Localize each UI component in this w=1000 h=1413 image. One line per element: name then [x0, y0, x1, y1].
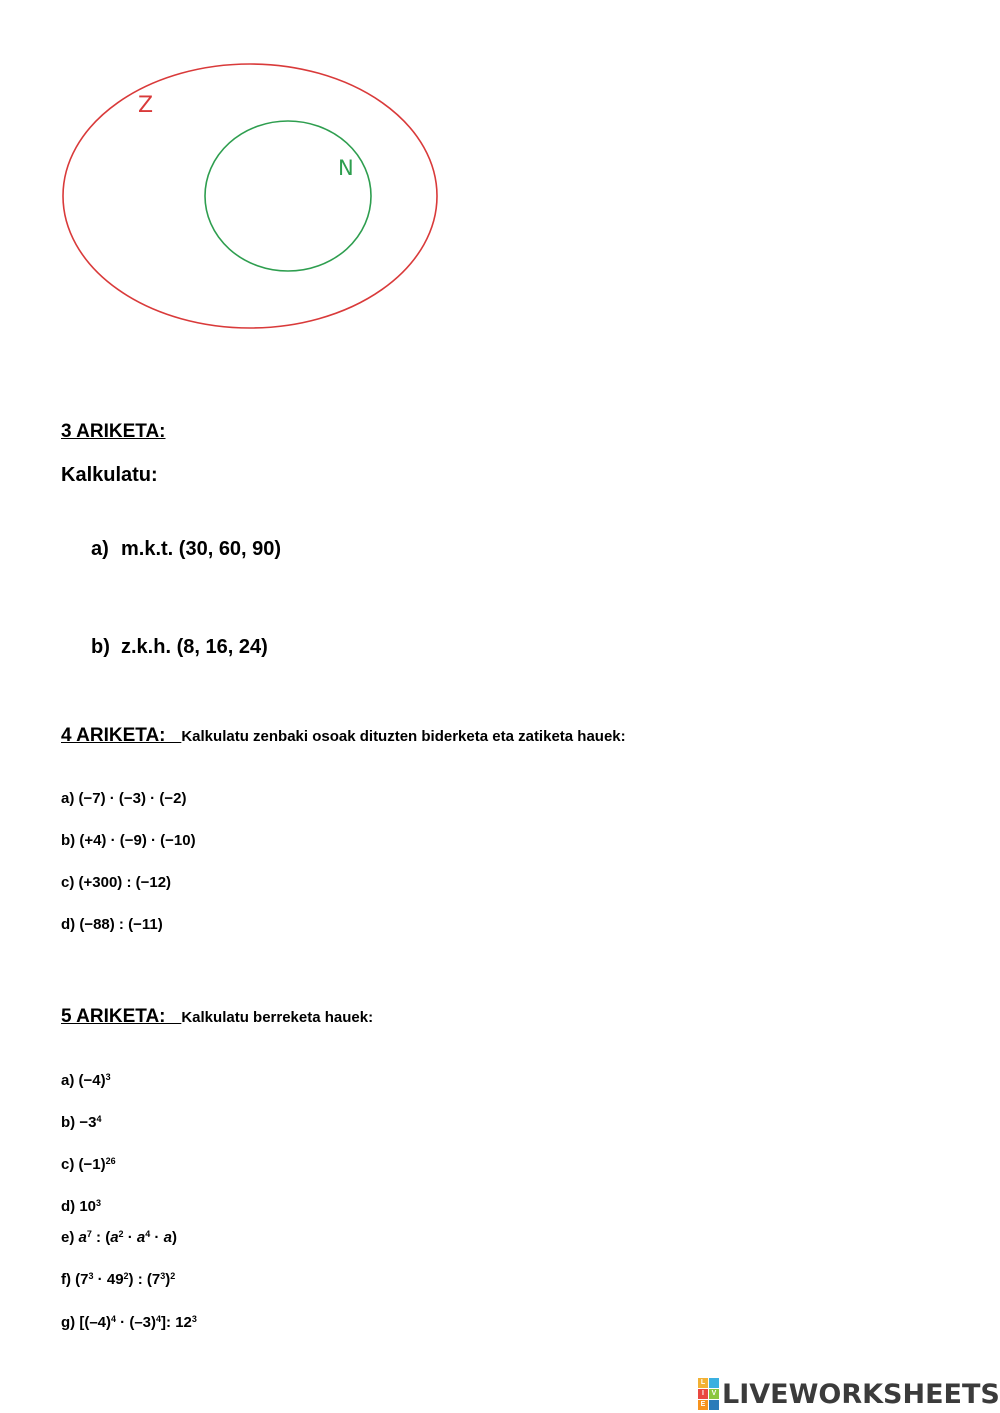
- ex5-item-e: e) $a^7$ : $(a^2 \cdot a^4 \cdot a)$: [61, 1229, 177, 1246]
- ex4-item-c: c) (+300) : (−12): [61, 874, 172, 891]
- ex3-item-a-text: m.k.t. (30, 60, 90): [121, 538, 282, 560]
- ex3-heading: 3 ARIKETA:: [61, 421, 166, 442]
- ex5-header-line: [61, 1006, 373, 1028]
- ex4-item-d: d) (−88) : (−11): [61, 916, 163, 933]
- ex5-item-g: g) $[(-4)^4 \cdot (-3)^4]$: $12^3$: [61, 1314, 197, 1331]
- ex3-item-b: [91, 636, 268, 659]
- ex3-item-a: [91, 538, 281, 561]
- ex5-intro: Kalkulatu berreketa hauek:: [181, 1009, 374, 1026]
- ex5-item-d: d) $10^3$: [61, 1198, 102, 1215]
- ex5-heading: 5 ARIKETA:: [61, 1006, 166, 1027]
- ex3-item-b-text: z.k.h. (8, 16, 24): [121, 636, 268, 658]
- ex4-header-line: [61, 725, 626, 747]
- ex4-heading: 4 ARIKETA:: [61, 725, 166, 746]
- set-z-label: Z: [138, 93, 154, 118]
- venn-diagram: [0, 0, 460, 340]
- ex5-item-b: $b) -3^4$: [61, 1114, 102, 1131]
- ex3-item-b-label: b): [91, 636, 110, 658]
- logo-blocks-icon: L I V E: [698, 1378, 719, 1410]
- set-z-ellipse: [63, 64, 437, 328]
- ex4-item-b: b) (+4) · (−9) · (−10): [61, 832, 196, 849]
- ex4-intro: Kalkulatu zenbaki osoak dituzten biderketa eta zatiketa hauek:: [181, 728, 626, 745]
- ex4-item-a: a) (−7) · (−3) · (−2): [61, 790, 187, 807]
- set-n-ellipse: [205, 121, 371, 271]
- ex3-intro: Kalkulatu:: [61, 464, 158, 486]
- ex5-item-a: a) $(-4)^3$: [61, 1072, 111, 1089]
- liveworksheets-logo: [698, 1378, 1000, 1410]
- set-n-label: N: [338, 156, 354, 180]
- ex3-item-a-label: a): [91, 538, 109, 560]
- logo-text: LIVEWORKSHEETS: [722, 1378, 1000, 1410]
- ex5-item-c: c) $(-1)^{26}$: [61, 1156, 116, 1173]
- ex5-item-f: f) $(7^3 \cdot 49^2)$ : $(7^3)^2$: [61, 1271, 176, 1288]
